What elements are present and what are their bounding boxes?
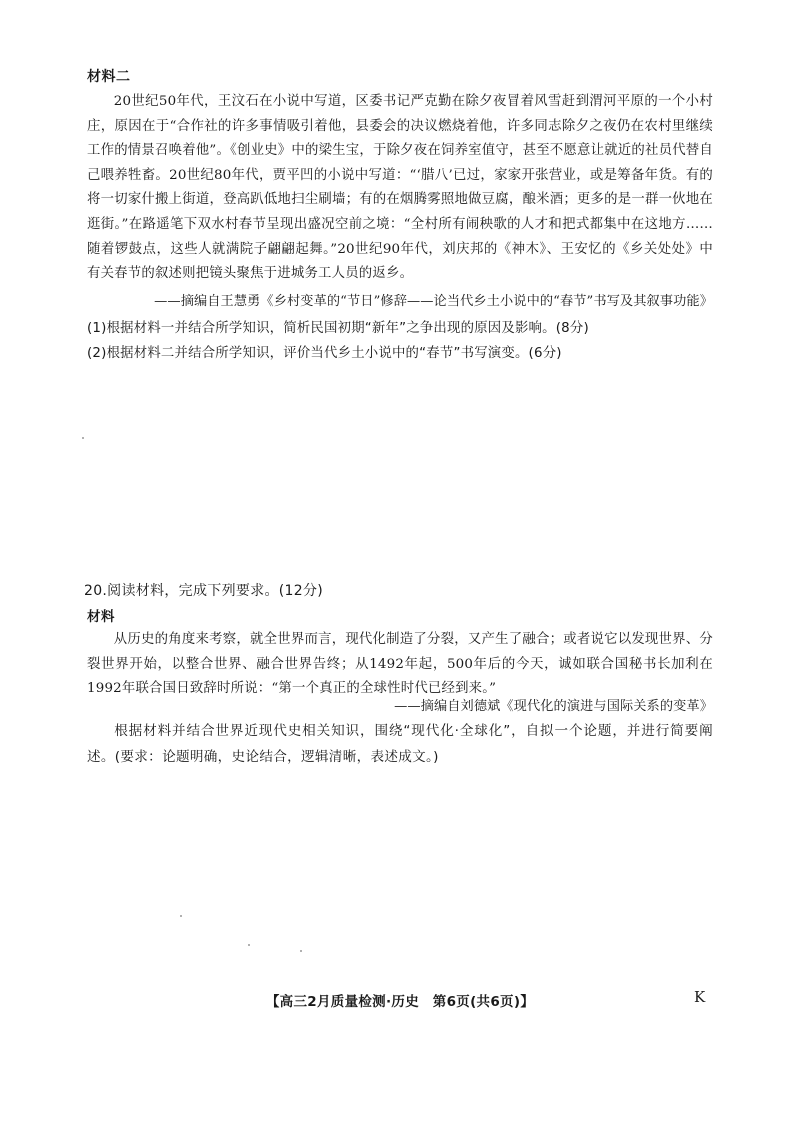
question20-material-label: 材料 — [87, 609, 115, 625]
page-footer: 【高三2月质量检测·历史 第6页(共6页)】 — [265, 994, 535, 1010]
question-1: (1)根据材料一并结合所学知识，简析民国初期“新年”之争出现的原因及影响。(8分) — [87, 321, 589, 336]
question20-title: 20.阅读材料，完成下列要求。(12分) — [84, 583, 324, 599]
material2-heading: 材料二 — [87, 69, 131, 85]
question20-source: ——摘编自刘德斌《现代化的演进与国际关系的变革》 — [394, 699, 713, 714]
material2-text: 20世纪50年代，王汶石在小说中写道，区委书记严克勤在除夕夜冒着风雪赶到渭河平原的一个小村庄，原因在于“合作社的许多事情吸引着他，县委会的决议燃烧着他，许多同志除夕之夜仍在农村里继续工作的情景召唤着他”。《创业史》中的梁生宝，于除夕夜在饲养室值守，甚至不愿意让就近的社员代替自己喂养牲畜。20世纪80年代，贾平凹的小说中写道：“‘腊八’已过，家家开张营业，或是筹备年货。有的将一切家什搬上街道，登高趴低地扫尘刷墙；有的在烟腾雾照地做豆腐，酿米酒；更多的是一群一伙地在逛街。”在路遥笔下双水村春节呈现出盛况空前之境：“全村所有闹秧歌的人才和把式都集中在这地方……随着锣鼓点，这些人就满院子翩翩起舞。”20世纪90年代，刘庆邦的《神木》、王安忆的《乡关处处》中有关春节的叙述则把镜头聚焦于进城务工人员的返乡。 — [87, 94, 713, 282]
question-2: (2)根据材料二并结合所学知识，评价当代乡土小说中的“春节”书写演变。(6分) — [87, 346, 562, 361]
footer-version-mark: K — [694, 988, 706, 1006]
material2-source: ——摘编自王慧勇《乡村变革的“节日”修辞——论当代乡土小说中的“春节”书写及其叙事功能》 — [154, 294, 713, 309]
question20-material-text: 从历史的角度来考察，就全世界而言，现代化制造了分裂，又产生了融合；或者说它以发现世界、分裂世界开始，以整合世界、融合世界告终；从1492年起，500年后的今天，诚如联合国秘书长加利在1992年联合国日致辞时所说：“第一个真正的全球性时代已经到来。” — [87, 632, 713, 696]
scan-speck — [300, 950, 302, 952]
scan-speck — [248, 944, 250, 946]
scan-speck — [82, 437, 84, 439]
scan-speck — [180, 915, 182, 917]
question20-instruction: 根据材料并结合世界近现代史相关知识，围绕“现代化·全球化”，自拟一个论题，并进行简要阐述。(要求：论题明确，史论结合，逻辑清晰，表述成文。) — [87, 723, 713, 765]
